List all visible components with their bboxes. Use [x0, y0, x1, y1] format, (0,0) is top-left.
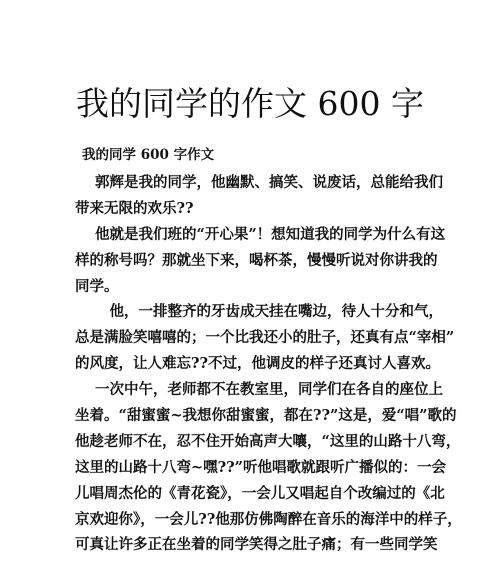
text-line: 他，一排整齐的牙齿成天挂在嘴边，待人十分和气，	[95, 303, 443, 321]
text-line: 京欢迎你》，一会儿??他那仿佛陶醉在音乐的海洋中的样子，	[75, 510, 462, 528]
text-line: 郭辉是我的同学，他幽默、搞笑、说废话，总能给我们	[95, 174, 443, 191]
text-line: 可真让许多正在坐着的同学笑得之肚子痛；有一些同学笑	[75, 536, 438, 554]
text-line: 一次中午，老师都不在教室里，同学们在各自的座位上	[95, 381, 443, 399]
text-line: 样的称号吗？那就坐下来，喝杯茶，慢慢听说对你讲我的	[75, 251, 438, 269]
text-line: 他就是我们班的“开心果”！想知道我的同学为什么有这	[95, 225, 446, 243]
text-line: 的风度，让人难忘??不过，他调皮的样子还真讨人喜欢。	[75, 355, 440, 373]
text-line: 总是满脸笑嘻嘻的；一个比我还小的肚子，还真有点“宰相”	[75, 329, 455, 347]
text-line: 这里的山路十八弯~嘿??”听他唱歌就跟听广播似的：一会	[75, 458, 446, 476]
text-line: 同学。	[75, 277, 119, 295]
text-line: 带来无限的欢乐??	[75, 199, 194, 217]
text-line: 坐着。“甜蜜蜜~我想你甜蜜蜜，都在??”这是，爱“唱”歌的	[75, 407, 457, 425]
text-line: 儿唱周杰伦的《青花瓷》，一会儿又唱起自个改编过的《北	[75, 484, 445, 502]
document-subtitle: 我的同学 600 字作文	[82, 147, 215, 163]
document-title: 我的同学的作文 600 字	[76, 84, 424, 123]
text-line: 他趁老师不在，忍不住开始高声大嚷，“这里的山路十八弯，	[75, 432, 461, 450]
document-body	[75, 170, 462, 558]
